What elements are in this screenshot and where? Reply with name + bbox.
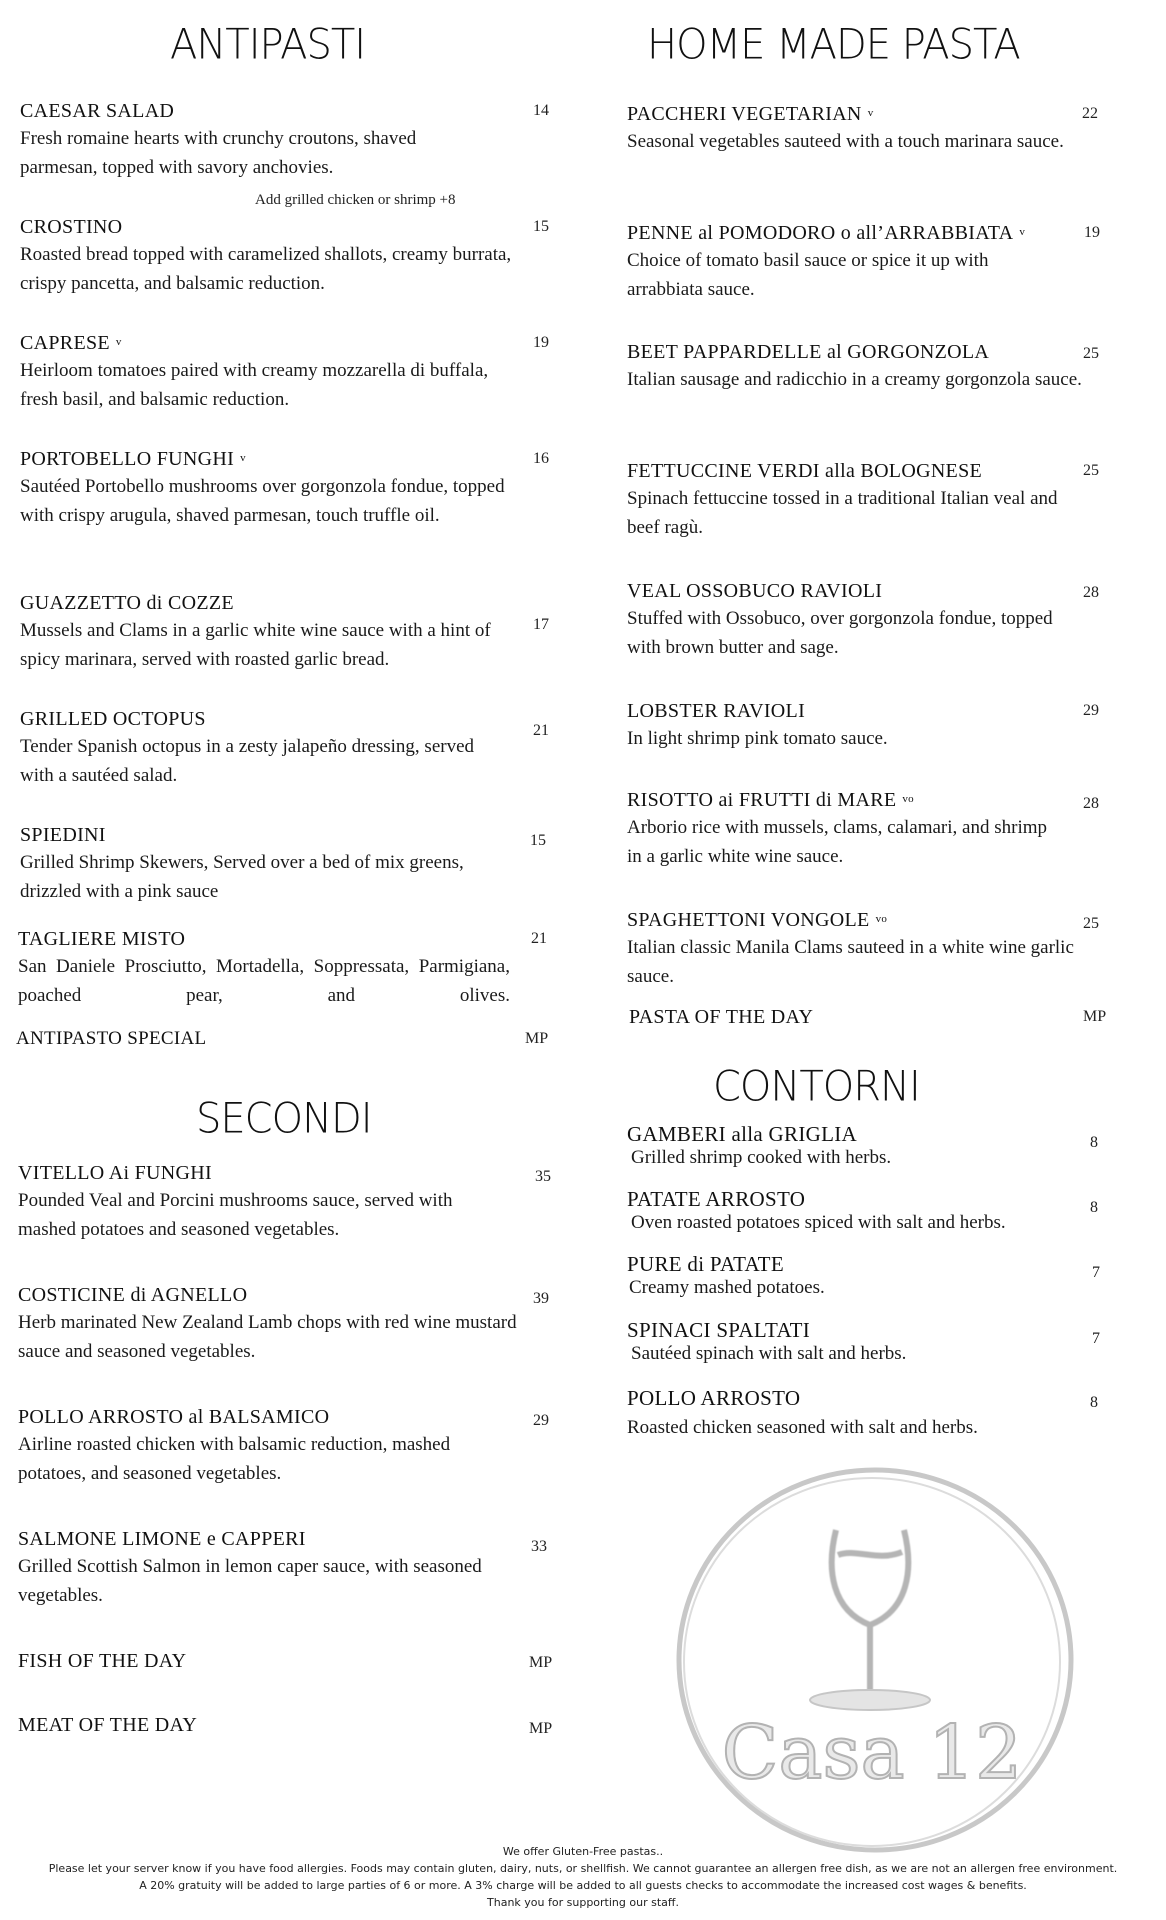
- item-price: 19: [533, 334, 549, 351]
- menu-item: [18, 1406, 549, 1488]
- item-description: In light shrimp pink tomato sauce.: [627, 728, 888, 749]
- item-name: MEAT OF THE DAY: [18, 1714, 198, 1736]
- item-price: 17: [533, 616, 549, 633]
- menu-item: [20, 216, 549, 298]
- logo-graphic: [650, 1460, 1090, 1860]
- item-description: Grilled shrimp cooked with herbs.: [631, 1147, 892, 1168]
- item-description: Airline roasted chicken with balsamic reduction, mashed potatoes, and seasoned vegetables.: [18, 1434, 451, 1484]
- menu-item: [20, 824, 546, 906]
- secondi-title: SECONDI: [196, 1094, 372, 1144]
- item-price: 25: [1083, 462, 1099, 479]
- menu-item: [627, 222, 1100, 304]
- item-name: COSTICINE di AGNELLO: [18, 1284, 248, 1306]
- menu-item: [627, 1318, 1127, 1368]
- item-name: POLLO ARROSTO: [627, 1386, 801, 1410]
- item-name: GAMBERI alla GRIGLIA: [627, 1122, 857, 1146]
- item-name: PATATE ARROSTO: [627, 1187, 806, 1211]
- item-description: Spinach fettuccine tossed in a traditional Italian veal and beef ragù.: [627, 488, 1058, 538]
- addon-note: Add grilled chicken or shrimp +8: [255, 192, 456, 208]
- item-name: GUAZZETTO di COZZE: [20, 592, 234, 614]
- item-description: Fresh romaine hearts with crunchy croutons, shaved parmesan, topped with savory anchovies.: [20, 128, 417, 178]
- item-description: Grilled Scottish Salmon in lemon caper sauce, with seasoned vegetables.: [18, 1556, 482, 1606]
- item-price: 19: [1084, 224, 1100, 241]
- item-description: Creamy mashed potatoes.: [629, 1277, 825, 1298]
- wine-glass-icon: [832, 1530, 909, 1695]
- menu-item: [20, 332, 549, 414]
- item-price: 25: [1083, 915, 1099, 932]
- menu-item: [16, 1028, 556, 1050]
- item-price: 8: [1090, 1134, 1098, 1151]
- item-name: LOBSTER RAVIOLI: [627, 700, 806, 722]
- menu-item: [627, 1252, 1127, 1302]
- item-price: MP: [525, 1030, 549, 1047]
- menu-item: [627, 1187, 1127, 1237]
- item-name: PASTA OF THE DAY: [629, 1006, 814, 1028]
- item-description: Grilled Shrimp Skewers, Served over a bed of mix greens, drizzled with a pink sauce: [20, 852, 464, 902]
- item-description: Herb marinated New Zealand Lamb chops with red wine mustard sauce and seasoned vegetables.: [18, 1312, 517, 1362]
- menu-item: [18, 928, 547, 1010]
- antipasti-title: ANTIPASTI: [170, 20, 366, 70]
- footer-notes: [0, 1843, 1166, 1911]
- item-price: 7: [1092, 1330, 1100, 1347]
- item-price: 33: [531, 1538, 547, 1555]
- item-name: CROSTINO: [20, 216, 123, 238]
- item-price: 15: [530, 832, 546, 849]
- item-description: Arborio rice with mussels, clams, calamari, and shrimp in a garlic white wine sauce.: [627, 817, 1048, 867]
- footer-line: Thank you for supporting our staff.: [487, 1896, 679, 1909]
- item-price: MP: [1083, 1008, 1107, 1025]
- item-description: Sautéed Portobello mushrooms over gorgonzola fondue, topped with crispy arugula, shaved parmesan, touch truffle oil.: [20, 476, 505, 526]
- item-name: POLLO ARROSTO al BALSAMICO: [18, 1406, 330, 1428]
- item-description: Heirloom tomatoes paired with creamy mozzarella di buffala, fresh basil, and balsamic reduction.: [20, 360, 489, 410]
- menu-item: [20, 448, 549, 530]
- item-description: Tender Spanish octopus in a zesty jalapeño dressing, served with a sautéed salad.: [20, 736, 475, 786]
- menu-item: [20, 100, 549, 182]
- item-name: PURE di PATATE: [627, 1252, 784, 1276]
- item-price: 35: [535, 1168, 551, 1185]
- menu-item: [627, 1386, 1127, 1442]
- menu-item: [627, 460, 1099, 542]
- item-description: Italian sausage and radicchio in a creamy gorgonzola sauce.: [627, 369, 1082, 390]
- item-price: 8: [1090, 1394, 1098, 1411]
- item-name: PACCHERI VEGETARIAN $^v$: [627, 103, 874, 125]
- item-description: Choice of tomato basil sauce or spice it up with arrabbiata sauce.: [627, 250, 989, 300]
- item-description: Roasted bread topped with caramelized shallots, creamy burrata, crispy pancetta, and balsamic reduction.: [20, 244, 512, 294]
- item-name: ANTIPASTO SPECIAL: [16, 1028, 207, 1049]
- footer-line: A 20% gratuity will be added to large parties of 6 or more. A 3% charge will be added to all guests checks to accommodate the increased cost wages & benefits.: [139, 1879, 1027, 1892]
- item-name: FETTUCCINE VERDI alla BOLOGNESE: [627, 460, 983, 482]
- item-description: Oven roasted potatoes spiced with salt and herbs.: [631, 1212, 1006, 1233]
- item-description: Seasonal vegetables sauteed with a touch marinara sauce.: [627, 131, 1064, 152]
- menu-item: [627, 1122, 1127, 1172]
- item-name: TAGLIERE MISTO: [18, 928, 186, 950]
- item-description: Stuffed with Ossobuco, over gorgonzola fondue, topped with brown butter and sage.: [627, 608, 1053, 658]
- item-price: MP: [529, 1654, 553, 1671]
- logo-text: Casa 12: [721, 1710, 1023, 1796]
- item-price: 28: [1083, 584, 1099, 601]
- item-name: SALMONE LIMONE e CAPPERI: [18, 1528, 306, 1550]
- item-price: 21: [531, 930, 547, 947]
- item-price: 14: [533, 102, 549, 119]
- menu-item: [627, 580, 1099, 662]
- menu-item: [627, 909, 1099, 991]
- item-price: 8: [1090, 1199, 1098, 1216]
- menu-item: [18, 1714, 558, 1737]
- pasta-title: HOME MADE PASTA: [647, 20, 1020, 70]
- item-price: 15: [533, 218, 549, 235]
- item-description: Mussels and Clams in a garlic white wine sauce with a hint of spicy marinara, served with roasted garlic bread.: [20, 620, 491, 670]
- casa12-logo: [650, 1460, 1090, 1860]
- item-name: PENNE al POMODORO o all’ARRABBIATA $^v$: [627, 222, 1026, 244]
- item-name: VEAL OSSOBUCO RAVIOLI: [627, 580, 883, 602]
- item-price: 29: [1083, 702, 1099, 719]
- item-price: 7: [1092, 1264, 1100, 1281]
- item-price: 21: [533, 722, 549, 739]
- item-description: Pounded Veal and Porcini mushrooms sauce, served with mashed potatoes and seasoned vegetables.: [18, 1190, 453, 1240]
- item-name: CAESAR SALAD: [20, 100, 175, 122]
- menu-item: [627, 341, 1099, 394]
- item-name: SPINACI SPALTATI: [627, 1318, 811, 1342]
- item-description: Italian classic Manila Clams sauteed in a white wine garlic sauce.: [627, 937, 1074, 987]
- item-price: 39: [533, 1290, 549, 1307]
- item-price: 16: [533, 450, 549, 467]
- menu-item: [627, 789, 1099, 871]
- menu-item: [629, 1006, 1129, 1029]
- footer-line: Please let your server know if you have food allergies. Foods may contain gluten, dairy, nuts, or shellfish. We cannot guarantee an allergen free dish, as we are not an allergen free environment.: [48, 1862, 1118, 1875]
- item-name: CAPRESE $^v$: [20, 332, 122, 354]
- menu-item: [18, 1284, 549, 1366]
- item-price: MP: [529, 1720, 553, 1737]
- item-price: 25: [1083, 345, 1099, 362]
- menu-item: [18, 1162, 551, 1244]
- item-price: 28: [1083, 795, 1099, 812]
- item-name: BEET PAPPARDELLE al GORGONZOLA: [627, 341, 990, 363]
- menu-item: [20, 592, 549, 674]
- item-name: FISH OF THE DAY: [18, 1650, 187, 1672]
- menu-item: [627, 700, 1099, 753]
- footer-line: We offer Gluten-Free pastas..: [502, 1845, 664, 1858]
- item-description: San Daniele Prosciutto, Mortadella, Soppressata, Parmigiana, poached pear, and olives.: [18, 956, 510, 1006]
- menu-item: [18, 1650, 558, 1673]
- item-name: VITELLO Ai FUNGHI: [18, 1162, 212, 1184]
- menu-item: [20, 708, 549, 790]
- item-name: GRILLED OCTOPUS: [20, 708, 206, 730]
- item-name: SPIEDINI: [20, 824, 106, 846]
- item-name: RISOTTO ai FRUTTI di MARE $^{vo}$: [627, 789, 914, 811]
- item-name: SPAGHETTONI VONGOLE $^{vo}$: [627, 909, 888, 931]
- contorni-title: CONTORNI: [713, 1062, 920, 1112]
- item-name: PORTOBELLO FUNGHI $^v$: [20, 448, 246, 470]
- item-price: 29: [533, 1412, 549, 1429]
- item-description: Roasted chicken seasoned with salt and herbs.: [627, 1417, 978, 1438]
- item-description: Sautéed spinach with salt and herbs.: [631, 1343, 907, 1364]
- menu-item: [18, 1528, 547, 1610]
- item-price: 22: [1082, 105, 1098, 122]
- menu-item: [627, 103, 1098, 156]
